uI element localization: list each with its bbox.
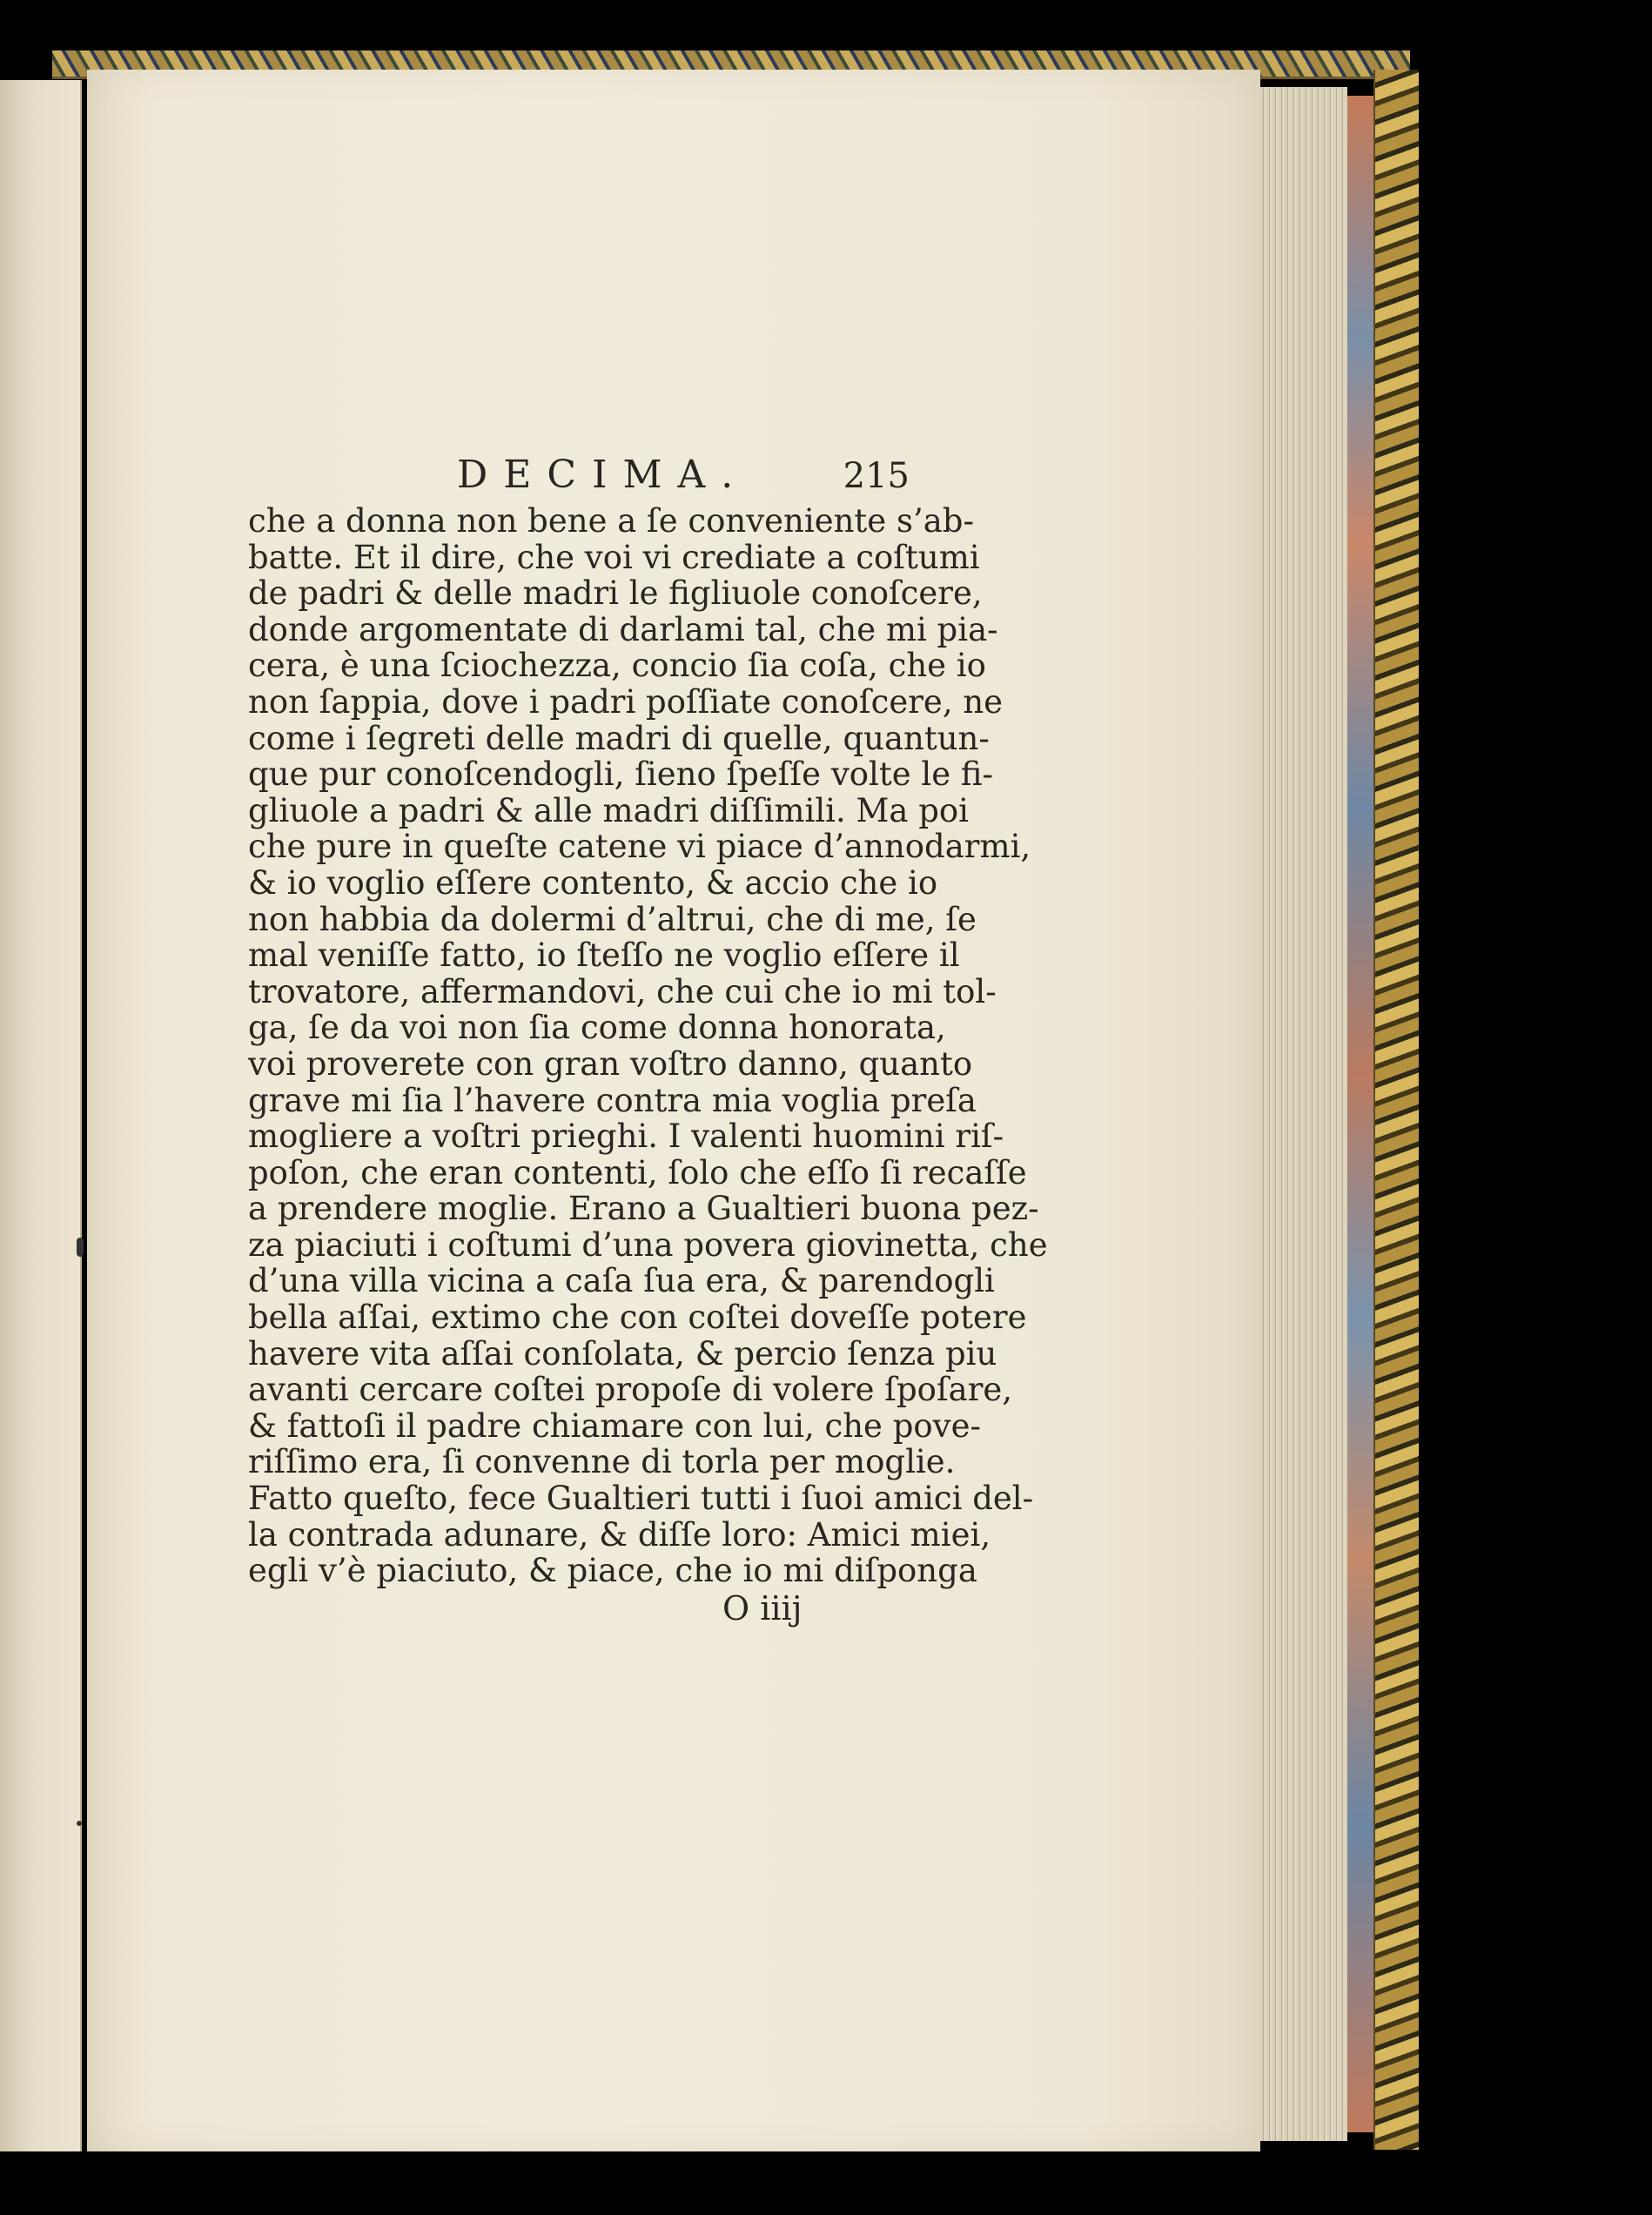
body-text [248, 502, 1048, 1590]
text-line: ga, ſe da voi non ſia come donna honorata, [248, 1009, 946, 1047]
text-line: mogliere a voſtri prieghi. I valenti huomini riſ- [248, 1118, 1004, 1156]
text-line: bella aſſai, extimo che con coſtei doveſſe potere [248, 1299, 1027, 1337]
text-line: & io voglio eſſere contento, & accio che io [248, 863, 938, 902]
page-number: 215 [843, 456, 910, 496]
marbled-fore-edge [1347, 96, 1373, 2132]
text-line: que pur conoſcendogli, ſieno ſpeſſe volte le fi- [248, 755, 994, 794]
text-line: de padri & delle madri le figliuole conoſcere, [248, 574, 983, 613]
text-line: cera, è una ſciochezza, concio ſia coſa, che io [248, 647, 986, 685]
text-line: gliuole a padri & alle madri diſſimili. Ma poi [248, 791, 970, 829]
page-block-edge [1260, 87, 1347, 2141]
text-line: non ſappia, dove i padri poſſiate conoſcere, ne [248, 682, 1004, 721]
text-line: riſſimo era, ſi convenne di torla per moglie. [248, 1443, 956, 1481]
text-line: voi proverete con gran voſtro danno, quanto [248, 1044, 973, 1083]
running-head [248, 453, 910, 501]
text-line: egli v’è piaciuto, & piace, che io mi diſponga [248, 1552, 977, 1590]
text-line: che a donna non bene a ſe conveniente s’ab- [248, 502, 974, 540]
text-line: d’una villa vicina a caſa ſua era, & parendogli [248, 1262, 995, 1300]
running-title: DECIMA. [457, 453, 749, 497]
text-line: la contrada adunare, & diſſe loro: Amici miei, [248, 1515, 991, 1554]
text-line: donde argomentate di darlami tal, che mi pia- [248, 610, 998, 648]
text-line: come i ſegreti delle madri di quelle, quantun- [248, 719, 990, 757]
text-line: mal veniſſe fatto, io ſteſſo ne voglio eſſere il [248, 936, 960, 975]
text-line: non habbia da dolermi d’altrui, che di me, ſe [248, 900, 977, 938]
text-line: avanti cercare coſtei propoſe di volere ſpoſare, [248, 1371, 1013, 1409]
text-line: batte. Et il dire, che voi vi crediate a coſtumi [248, 538, 980, 576]
signature-mark: O iiij [722, 1589, 802, 1628]
text-line: a prendere moglie. Erano a Gualtieri buona pez- [248, 1190, 1039, 1228]
text-line: za piaciuti i coſtumi d’una povera giovinetta, che [248, 1225, 1048, 1264]
previous-page-edge [0, 80, 82, 2151]
text-line: havere vita aſſai conſolata, & percio ſenza piu [248, 1334, 997, 1373]
text-line: Fatto queſto, fece Gualtieri tutti i ſuoi amici del- [248, 1480, 1034, 1518]
text-line: & fattoſi il padre chiamare con lui, che pove- [248, 1406, 981, 1445]
text-line: che pure in queſte catene vi piace d’annodarmi, [248, 828, 1031, 866]
text-line: grave mi ſia l’havere contra mia voglia preſa [248, 1081, 977, 1119]
text-line: poſon, che eran contenti, ſolo che eſſo ſi recaſſe [248, 1153, 1027, 1191]
text-line: trovatore, affermandovi, che cui che io mi tol- [248, 972, 997, 1010]
gilt-binding-border [1373, 70, 1419, 2150]
